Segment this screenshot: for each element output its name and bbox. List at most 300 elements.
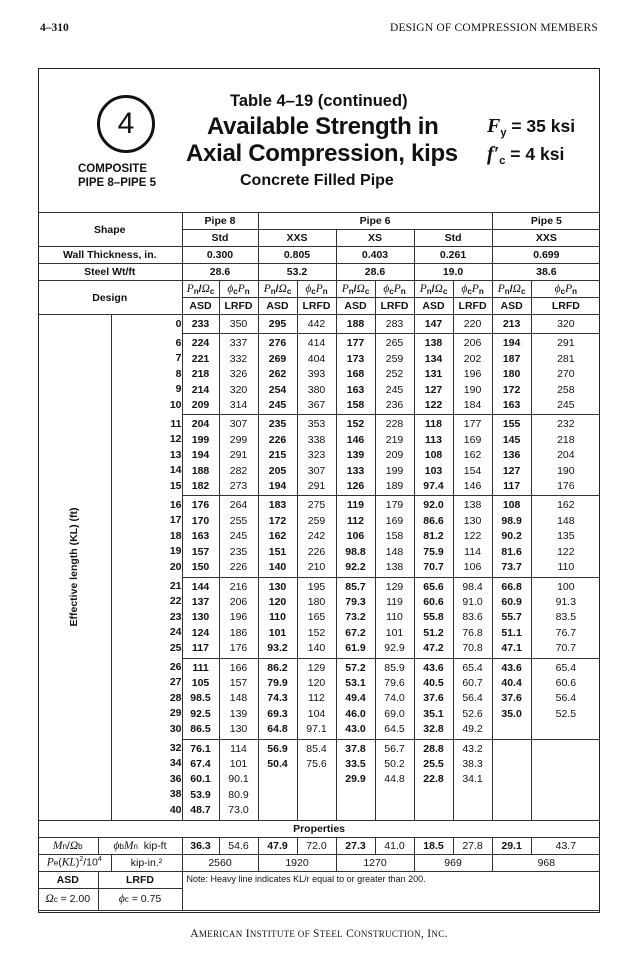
strength-value: 103 — [424, 464, 443, 477]
strength-value: 270 — [557, 368, 575, 381]
strength-value: 350 — [229, 318, 248, 330]
kl-value: 21 — [169, 580, 182, 592]
strength-value: 134 — [424, 352, 443, 365]
asd-value-cell — [492, 334, 531, 415]
asd-value-cell — [492, 415, 531, 496]
strength-value: 245 — [229, 530, 248, 543]
strength-value: 46.0 — [345, 707, 366, 720]
strength-value: 216 — [229, 580, 248, 593]
strength-value: 252 — [385, 368, 404, 381]
strength-value: 81.6 — [501, 545, 522, 558]
strength-value: 110 — [386, 611, 403, 624]
strength-value: 98.8 — [345, 545, 366, 558]
page-number: 4–310 — [40, 22, 69, 34]
strength-value: 40.5 — [423, 676, 444, 689]
mn-units: ϕbMn kip-ft — [98, 837, 182, 854]
strength-value: 50.2 — [384, 757, 405, 770]
strength-value: 228 — [385, 418, 404, 431]
strength-value: 98.4 — [462, 580, 483, 593]
strength-value: 196 — [229, 611, 248, 624]
strength-value: 92.5 — [190, 707, 211, 720]
strength-value: 245 — [557, 399, 575, 412]
kl-value: 26 — [169, 661, 182, 674]
strength-value: 86.5 — [190, 723, 211, 736]
lrfd-value-cell — [453, 577, 492, 658]
strength-value: 170 — [191, 514, 210, 527]
strength-value: 80.9 — [228, 788, 249, 801]
strength-value: 91.0 — [462, 595, 483, 608]
asd-value-cell — [182, 315, 219, 334]
strength-value — [493, 803, 531, 818]
pipe-designation: XS — [336, 230, 414, 247]
strength-value: 136 — [502, 449, 521, 462]
strength-value: 32.8 — [423, 723, 444, 736]
strength-value: 219 — [385, 433, 404, 446]
strength-value: 85.4 — [306, 742, 327, 755]
strength-value: 172 — [268, 514, 287, 527]
wall-thickness-value: 0.300 — [182, 247, 258, 264]
strength-value: 92.9 — [384, 642, 405, 655]
strength-value: 199 — [191, 433, 210, 446]
strength-value: 69.0 — [384, 707, 405, 720]
strength-value: 65.4 — [462, 661, 483, 674]
lrfd-value-cell — [375, 658, 414, 739]
strength-value: 47.2 — [423, 642, 444, 655]
strength-value: 194 — [191, 449, 210, 462]
pipe-designation: Std — [182, 230, 258, 247]
strength-value — [259, 788, 297, 803]
strength-value: 60.6 — [423, 595, 444, 608]
strength-value: 202 — [463, 352, 482, 365]
strength-value: 28.8 — [423, 742, 444, 755]
strength-value: 195 — [307, 580, 326, 593]
strength-value: 307 — [307, 464, 326, 477]
strength-value — [532, 788, 601, 803]
lrfd-value-cell — [531, 415, 600, 496]
strength-value: 92.2 — [345, 561, 366, 574]
kl-value: 6 — [175, 336, 182, 349]
strength-value: 101 — [229, 757, 248, 770]
asd-value-cell — [336, 334, 375, 415]
strength-value: 50.4 — [267, 757, 288, 770]
strength-value: 56.7 — [384, 742, 405, 755]
strength-value: 76.1 — [190, 742, 211, 755]
asd-value-cell — [414, 334, 453, 415]
strength-value: 326 — [229, 368, 248, 381]
pipe-name: Pipe 8 — [182, 213, 258, 230]
kl-value: 36 — [169, 772, 182, 785]
strength-value: 210 — [307, 561, 326, 574]
kl-value: 15 — [169, 479, 182, 492]
strength-value: 176 — [191, 499, 210, 512]
kl-value: 22 — [169, 595, 182, 608]
lrfd-value-cell — [297, 658, 336, 739]
kl-value: 29 — [169, 707, 182, 720]
strength-value: 138 — [385, 561, 404, 574]
strength-value: 220 — [463, 318, 482, 330]
kl-value: 0 — [175, 318, 182, 330]
lrfd-value-cell — [219, 315, 258, 334]
strength-value: 245 — [385, 383, 404, 396]
strength-value: 25.5 — [423, 757, 444, 770]
asd-value-cell — [492, 739, 531, 820]
strength-value: 320 — [229, 383, 248, 396]
asd-value-cell — [182, 496, 219, 577]
strength-value: 64.8 — [267, 723, 288, 736]
pipe-name: Pipe 5 — [492, 213, 600, 230]
strength-value: 140 — [268, 561, 287, 574]
strength-value: 43.2 — [462, 742, 483, 755]
fy-value: $F_y = 35$ ksi — [487, 115, 576, 139]
strength-value: 81.2 — [423, 530, 444, 543]
asd-value-cell — [336, 496, 375, 577]
strength-value: 70.7 — [555, 642, 577, 655]
strength-value: 60.6 — [555, 676, 577, 689]
strength-value: 118 — [425, 418, 442, 431]
mn-value: 41.0 — [375, 837, 414, 854]
strength-value: 188 — [346, 318, 365, 330]
strength-value: 206 — [229, 595, 248, 608]
shape-header: Shape — [38, 213, 182, 247]
strength-value: 90.1 — [228, 773, 249, 786]
lrfd-value-cell — [453, 658, 492, 739]
strength-value: 209 — [385, 449, 404, 462]
strength-value: 291 — [557, 337, 575, 350]
strength-value: 188 — [191, 464, 210, 477]
strength-value: 332 — [229, 352, 248, 365]
strength-value: 190 — [557, 464, 575, 477]
strength-value: 51.1 — [501, 626, 522, 639]
strength-value: 52.5 — [555, 707, 577, 720]
asd-value-cell — [258, 496, 297, 577]
strength-value: 56.4 — [555, 692, 577, 705]
kl-value: 18 — [169, 529, 182, 542]
strength-value: 254 — [268, 383, 287, 396]
lrfd-value-cell — [375, 496, 414, 577]
strength-value: 106 — [463, 561, 482, 574]
effective-length-values — [111, 415, 182, 496]
strength-value: 43.0 — [345, 723, 366, 736]
asd-value-cell — [258, 415, 297, 496]
kl-value: 13 — [169, 448, 182, 461]
lrfd-value-cell — [297, 496, 336, 577]
asd-value-cell — [492, 577, 531, 658]
kl-value: 16 — [169, 498, 182, 511]
strength-value — [532, 803, 601, 818]
lrfd-value-cell — [219, 739, 258, 820]
strength-value: 91.3 — [555, 595, 577, 608]
strength-value: 105 — [191, 676, 210, 689]
strength-value: 224 — [191, 337, 210, 350]
kl-value: 11 — [170, 417, 182, 430]
strength-value: 291 — [307, 480, 326, 493]
strength-value: 442 — [307, 318, 326, 330]
lrfd-value-cell — [219, 496, 258, 577]
mn-value: 36.3 — [182, 837, 219, 854]
strength-value: 117 — [503, 480, 521, 493]
lrfd-symbol-header: ϕcPn — [375, 281, 414, 298]
strength-value: 262 — [268, 368, 287, 381]
strength-value: 55.7 — [501, 611, 522, 624]
strength-value: 83.6 — [462, 611, 483, 624]
strength-value: 146 — [346, 433, 365, 446]
strength-value: 122 — [557, 545, 575, 558]
asd-value-cell — [336, 739, 375, 820]
lrfd-value-cell — [453, 315, 492, 334]
strength-value: 209 — [191, 399, 210, 412]
strength-value: 148 — [557, 514, 575, 527]
lrfd-value-cell — [453, 415, 492, 496]
strength-value: 33.5 — [345, 757, 366, 770]
strength-value: 173 — [346, 352, 365, 365]
strength-value: 48.7 — [190, 804, 211, 817]
strength-value: 74.3 — [267, 692, 288, 705]
strength-value: 73.7 — [501, 561, 522, 574]
kl-value: 19 — [169, 545, 182, 558]
strength-value: 60.9 — [501, 595, 522, 608]
asd-header: ASD — [182, 298, 219, 315]
strength-value: 353 — [307, 418, 326, 431]
strength-value: 194 — [268, 480, 287, 493]
strength-value: 232 — [557, 418, 575, 431]
strength-value: 299 — [229, 433, 248, 446]
steel-weight-value: 28.6 — [336, 264, 414, 281]
strength-value: 101 — [385, 626, 404, 639]
asd-value-cell — [492, 658, 531, 739]
strength-value: 179 — [385, 499, 404, 512]
strength-value: 157 — [229, 676, 248, 689]
strength-value: 236 — [385, 399, 404, 412]
asd-value-cell — [258, 315, 297, 334]
kl-value: 24 — [169, 626, 182, 639]
strength-value: 49.4 — [345, 692, 366, 705]
strength-value: 37.6 — [423, 692, 444, 705]
strength-value: 113 — [425, 433, 442, 446]
asd-value-cell — [336, 315, 375, 334]
strength-value: 38.3 — [462, 757, 483, 770]
strength-value: 215 — [268, 449, 287, 462]
strength-table — [38, 212, 600, 911]
lrfd-header: LRFD — [375, 298, 414, 315]
strength-value: 166 — [229, 661, 248, 674]
strength-value: 204 — [557, 449, 575, 462]
strength-value: 276 — [268, 337, 287, 350]
lrfd-value-cell — [297, 415, 336, 496]
asd-header: ASD — [492, 298, 531, 315]
effective-length-label: Effective length (KL) (ft) — [38, 315, 111, 821]
table-number: Table 4–19 (continued) — [230, 92, 408, 110]
strength-value: 35.1 — [423, 707, 444, 720]
lrfd-value-cell — [531, 315, 600, 334]
strength-value: 235 — [229, 545, 248, 558]
lrfd-value-cell — [375, 739, 414, 820]
strength-value — [454, 803, 492, 818]
kl-value: 10 — [169, 398, 182, 411]
pe-value: 1270 — [336, 854, 414, 871]
strength-value: 130 — [268, 580, 287, 593]
mn-value: 29.1 — [492, 837, 531, 854]
strength-value: 93.2 — [267, 642, 288, 655]
strength-value: 186 — [229, 626, 248, 639]
asd-value-cell — [414, 315, 453, 334]
pe-value: 1920 — [258, 854, 336, 871]
wall-thickness-value: 0.403 — [336, 247, 414, 264]
pipe-designation: Std — [414, 230, 492, 247]
strength-value: 151 — [268, 545, 287, 558]
strength-value: 53.9 — [190, 788, 211, 801]
strength-value: 245 — [268, 399, 287, 412]
lrfd-value-cell — [453, 739, 492, 820]
effective-length-values — [111, 315, 182, 334]
strength-value — [493, 788, 531, 803]
asd-value-cell — [258, 658, 297, 739]
strength-value: 295 — [268, 318, 287, 330]
effective-length-values — [111, 496, 182, 577]
strength-value: 233 — [191, 318, 210, 330]
asd-symbol-header: Pn/Ωc — [182, 281, 219, 298]
strength-value: 122 — [424, 399, 443, 412]
strength-value: 108 — [502, 499, 521, 512]
strength-value: 76.8 — [462, 626, 483, 639]
strength-value — [337, 803, 375, 818]
asd-value-cell — [336, 415, 375, 496]
lrfd-value-cell — [531, 334, 600, 415]
strength-value: 281 — [557, 352, 575, 365]
strength-value: 100 — [557, 580, 575, 593]
strength-value: 57.2 — [345, 661, 366, 674]
strength-value: 61.9 — [345, 642, 366, 655]
strength-value: 213 — [502, 318, 521, 330]
kl-value: 40 — [169, 803, 182, 816]
strength-value: 127 — [502, 464, 521, 477]
strength-value: 259 — [385, 352, 404, 365]
strength-value: 182 — [191, 480, 210, 493]
kl-value: 12 — [169, 433, 182, 446]
strength-value: 152 — [307, 626, 326, 639]
asd-value-cell — [414, 577, 453, 658]
strength-value: 162 — [268, 530, 287, 543]
strength-value: 104 — [307, 707, 326, 720]
strength-value: 154 — [463, 464, 482, 477]
strength-value: 73.0 — [228, 804, 249, 817]
kl-value: 23 — [169, 610, 182, 623]
strength-value: 139 — [229, 707, 248, 720]
composite-label — [78, 162, 178, 190]
strength-value: 180 — [502, 368, 521, 381]
strength-value: 76.7 — [555, 626, 577, 639]
asd-value-cell — [258, 577, 297, 658]
strength-value: 152 — [346, 418, 365, 431]
omega-c: Ωc = 2.00 — [38, 888, 98, 910]
running-header — [40, 22, 598, 38]
strength-value: 155 — [502, 418, 521, 431]
asd-value-cell — [182, 577, 219, 658]
strength-value — [337, 788, 375, 803]
strength-value: 150 — [191, 561, 210, 574]
strength-value: 190 — [463, 383, 482, 396]
strength-value: 117 — [192, 642, 209, 655]
strength-value: 307 — [229, 418, 248, 431]
steel-weight-value: 19.0 — [414, 264, 492, 281]
kl-value: 32 — [169, 742, 182, 755]
strength-value — [376, 803, 414, 818]
strength-value: 73.2 — [345, 611, 366, 624]
strength-value: 367 — [307, 399, 326, 412]
strength-value: 163 — [191, 530, 210, 543]
strength-value: 130 — [463, 514, 482, 527]
lrfd-header: LRFD — [219, 298, 258, 315]
steel-weight-value: 53.2 — [258, 264, 336, 281]
lrfd-value-cell — [453, 334, 492, 415]
steel-weight-value: 28.6 — [182, 264, 258, 281]
strength-value — [298, 788, 336, 803]
strength-value: 110 — [557, 561, 575, 574]
asd-value-cell — [414, 739, 453, 820]
strength-value: 127 — [424, 383, 443, 396]
strength-value: 138 — [424, 337, 443, 350]
strength-value: 265 — [385, 337, 404, 350]
pe-value: 969 — [414, 854, 492, 871]
strength-value: 98.9 — [501, 514, 522, 527]
asd-value-cell — [336, 577, 375, 658]
effective-length-values — [111, 658, 182, 739]
strength-value: 145 — [502, 433, 521, 446]
strength-value: 255 — [229, 514, 248, 527]
strength-value: 291 — [229, 449, 248, 462]
lrfd-label: LRFD — [98, 871, 182, 888]
table-title-line2: Axial Compression, kips — [186, 140, 458, 167]
asd-symbol-header: Pn/Ωc — [414, 281, 453, 298]
mn-value: 27.8 — [453, 837, 492, 854]
strength-value: 176 — [229, 642, 248, 655]
strength-value: 70.8 — [462, 642, 483, 655]
kl-value: 8 — [175, 367, 182, 380]
strength-value: 124 — [191, 626, 210, 639]
lrfd-value-cell — [297, 315, 336, 334]
strength-value: 214 — [191, 383, 210, 396]
strength-value: 131 — [424, 368, 443, 381]
effective-length-values — [111, 334, 182, 415]
steel-weight-label: Steel Wt/ft — [38, 264, 182, 281]
strength-value: 282 — [229, 464, 248, 477]
strength-value: 269 — [268, 352, 287, 365]
strength-value: 85.9 — [384, 661, 405, 674]
strength-value: 337 — [229, 337, 248, 350]
asd-value-cell — [182, 658, 219, 739]
strength-value: 67.2 — [345, 626, 366, 639]
strength-value: 98.5 — [190, 692, 211, 705]
strength-value — [415, 788, 453, 803]
lrfd-value-cell — [375, 415, 414, 496]
strength-value: 60.1 — [190, 773, 211, 786]
strength-value: 106 — [346, 530, 365, 543]
strength-value: 83.5 — [555, 611, 577, 624]
strength-value: 157 — [191, 545, 210, 558]
asd-value-cell — [258, 334, 297, 415]
kl-value: 14 — [169, 464, 182, 477]
strength-value — [493, 722, 531, 737]
strength-value: 196 — [463, 368, 482, 381]
section-title: DESIGN OF COMPRESSION MEMBERS — [389, 22, 598, 34]
strength-value: 74.0 — [384, 692, 405, 705]
strength-value: 79.3 — [345, 595, 366, 608]
kl-value: 30 — [169, 722, 182, 735]
strength-value: 114 — [464, 545, 481, 558]
table-subtitle: Concrete Filled Pipe — [240, 172, 394, 189]
strength-value — [298, 803, 336, 818]
strength-value: 119 — [347, 499, 364, 512]
strength-value: 130 — [191, 611, 210, 624]
